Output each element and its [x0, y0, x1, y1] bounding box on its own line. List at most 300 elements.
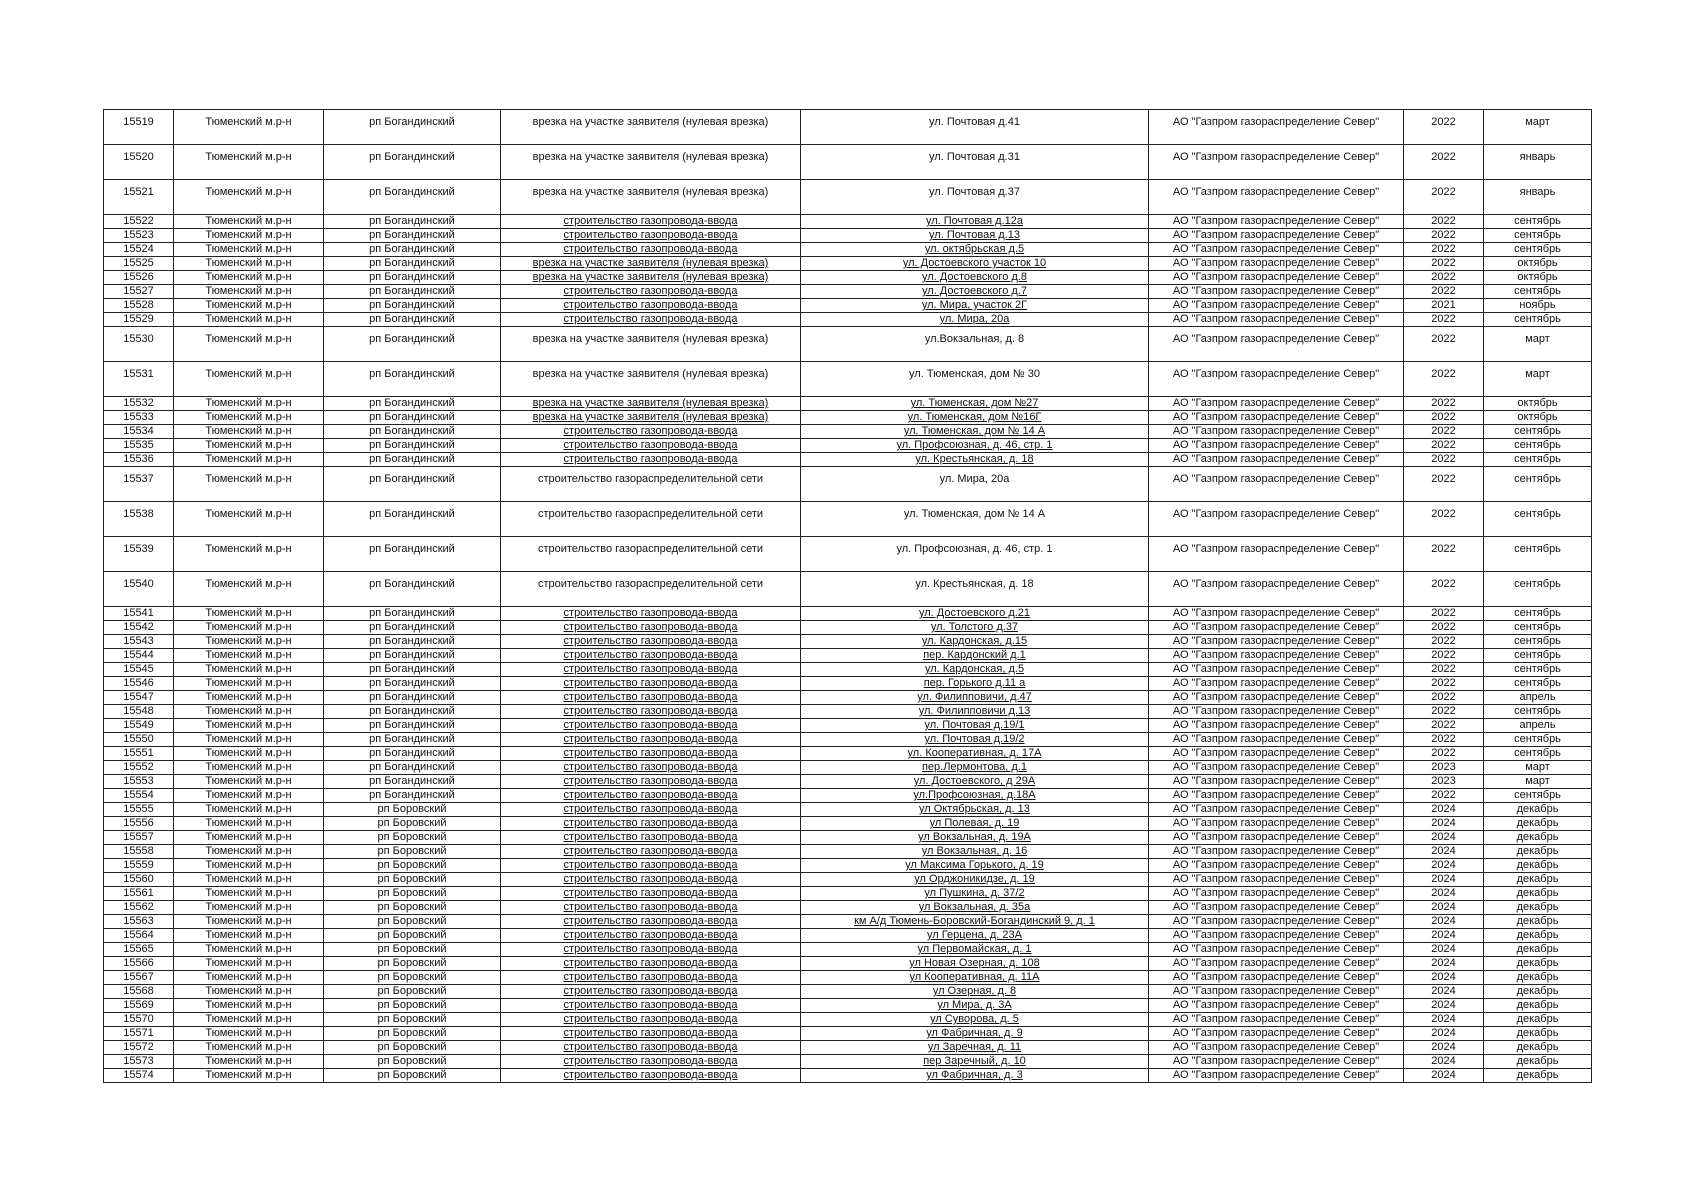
cell-work-type: строительство газопровода-ввода	[501, 873, 801, 887]
cell-organization: АО "Газпром газораспределение Север"	[1149, 411, 1404, 425]
table-row	[104, 691, 1592, 705]
cell-organization: АО "Газпром газораспределение Север"	[1149, 327, 1404, 362]
cell-id: 15522	[104, 215, 174, 229]
table-row	[104, 747, 1592, 761]
cell-work-type: строительство газопровода-ввода	[501, 859, 801, 873]
cell-year: 2023	[1404, 761, 1484, 775]
cell-settlement: рп Богандинский	[324, 243, 501, 257]
table-row	[104, 1041, 1592, 1055]
cell-settlement: рп Боровский	[324, 971, 501, 985]
cell-address: ул. Мира, 20а	[801, 313, 1149, 327]
cell-year: 2022	[1404, 397, 1484, 411]
cell-settlement: рп Богандинский	[324, 733, 501, 747]
cell-id: 15572	[104, 1041, 174, 1055]
cell-year: 2024	[1404, 1013, 1484, 1027]
cell-settlement: рп Боровский	[324, 943, 501, 957]
cell-work-type: врезка на участке заявителя (нулевая врезка)	[501, 257, 801, 271]
cell-id: 15545	[104, 663, 174, 677]
cell-work-type: врезка на участке заявителя (нулевая врезка)	[501, 362, 801, 397]
cell-address: ул. Кардонская, д.15	[801, 635, 1149, 649]
table-row	[104, 859, 1592, 873]
cell-district: Тюменский м.р-н	[174, 215, 324, 229]
cell-work-type: строительство газопровода-ввода	[501, 453, 801, 467]
cell-district: Тюменский м.р-н	[174, 663, 324, 677]
cell-address: ул Пушкина, д. 37/2	[801, 887, 1149, 901]
cell-organization: АО "Газпром газораспределение Север"	[1149, 572, 1404, 607]
cell-month: сентябрь	[1484, 572, 1592, 607]
cell-district: Тюменский м.р-н	[174, 789, 324, 803]
cell-address: ул Новая Озерная, д. 108	[801, 957, 1149, 971]
cell-id: 15554	[104, 789, 174, 803]
cell-id: 15531	[104, 362, 174, 397]
cell-district: Тюменский м.р-н	[174, 502, 324, 537]
cell-year: 2022	[1404, 537, 1484, 572]
cell-month: декабрь	[1484, 817, 1592, 831]
cell-settlement: рп Богандинский	[324, 313, 501, 327]
cell-settlement: рп Богандинский	[324, 110, 501, 145]
cell-district: Тюменский м.р-н	[174, 761, 324, 775]
cell-settlement: рп Богандинский	[324, 411, 501, 425]
cell-month: декабрь	[1484, 1055, 1592, 1069]
cell-settlement: рп Богандинский	[324, 572, 501, 607]
cell-address: ул Максима Горького, д. 19	[801, 859, 1149, 873]
cell-district: Тюменский м.р-н	[174, 747, 324, 761]
cell-organization: АО "Газпром газораспределение Север"	[1149, 719, 1404, 733]
cell-address: ул. Крестьянская, д. 18	[801, 572, 1149, 607]
cell-id: 15547	[104, 691, 174, 705]
cell-month: январь	[1484, 145, 1592, 180]
cell-work-type: строительство газопровода-ввода	[501, 775, 801, 789]
cell-id: 15565	[104, 943, 174, 957]
cell-year: 2022	[1404, 285, 1484, 299]
cell-year: 2024	[1404, 859, 1484, 873]
cell-organization: АО "Газпром газораспределение Север"	[1149, 453, 1404, 467]
cell-work-type: строительство газопровода-ввода	[501, 761, 801, 775]
cell-address: ул. Тюменская, дом №27	[801, 397, 1149, 411]
cell-organization: АО "Газпром газораспределение Север"	[1149, 110, 1404, 145]
cell-month: декабрь	[1484, 831, 1592, 845]
cell-address: ул. Профсоюзная, д. 46, стр. 1	[801, 439, 1149, 453]
cell-organization: АО "Газпром газораспределение Север"	[1149, 285, 1404, 299]
cell-id: 15526	[104, 271, 174, 285]
cell-work-type: врезка на участке заявителя (нулевая врезка)	[501, 397, 801, 411]
cell-settlement: рп Богандинский	[324, 215, 501, 229]
cell-work-type: строительство газопровода-ввода	[501, 313, 801, 327]
cell-district: Тюменский м.р-н	[174, 285, 324, 299]
cell-settlement: рп Богандинский	[324, 649, 501, 663]
cell-organization: АО "Газпром газораспределение Север"	[1149, 887, 1404, 901]
cell-settlement: рп Богандинский	[324, 621, 501, 635]
cell-organization: АО "Газпром газораспределение Север"	[1149, 215, 1404, 229]
cell-work-type: строительство газопровода-ввода	[501, 831, 801, 845]
table-row	[104, 271, 1592, 285]
cell-organization: АО "Газпром газораспределение Север"	[1149, 537, 1404, 572]
cell-address: пер Заречный, д. 10	[801, 1055, 1149, 1069]
table-row	[104, 971, 1592, 985]
cell-settlement: рп Богандинский	[324, 362, 501, 397]
cell-month: сентябрь	[1484, 747, 1592, 761]
cell-address: ул. Тюменская, дом № 14 А	[801, 425, 1149, 439]
cell-district: Тюменский м.р-н	[174, 957, 324, 971]
cell-year: 2024	[1404, 845, 1484, 859]
cell-month: сентябрь	[1484, 789, 1592, 803]
cell-district: Тюменский м.р-н	[174, 229, 324, 243]
cell-address: ул Фабричная, д. 3	[801, 1069, 1149, 1083]
cell-address: ул. Достоевского д.8	[801, 271, 1149, 285]
cell-district: Тюменский м.р-н	[174, 411, 324, 425]
cell-work-type: строительство газопровода-ввода	[501, 1069, 801, 1083]
cell-year: 2022	[1404, 425, 1484, 439]
cell-address: ул. Почтовая д.13	[801, 229, 1149, 243]
cell-organization: АО "Газпром газораспределение Север"	[1149, 831, 1404, 845]
cell-work-type: строительство газопровода-ввода	[501, 677, 801, 691]
cell-settlement: рп Богандинский	[324, 537, 501, 572]
cell-year: 2022	[1404, 243, 1484, 257]
cell-organization: АО "Газпром газораспределение Север"	[1149, 817, 1404, 831]
cell-month: сентябрь	[1484, 439, 1592, 453]
cell-id: 15539	[104, 537, 174, 572]
cell-district: Тюменский м.р-н	[174, 145, 324, 180]
table-row	[104, 901, 1592, 915]
cell-organization: АО "Газпром газораспределение Север"	[1149, 1055, 1404, 1069]
cell-year: 2024	[1404, 957, 1484, 971]
cell-id: 15566	[104, 957, 174, 971]
cell-organization: АО "Газпром газораспределение Север"	[1149, 397, 1404, 411]
cell-id: 15548	[104, 705, 174, 719]
cell-settlement: рп Боровский	[324, 803, 501, 817]
table-row	[104, 915, 1592, 929]
table-row	[104, 831, 1592, 845]
cell-organization: АО "Газпром газораспределение Север"	[1149, 705, 1404, 719]
cell-year: 2022	[1404, 439, 1484, 453]
cell-district: Тюменский м.р-н	[174, 887, 324, 901]
cell-settlement: рп Богандинский	[324, 229, 501, 243]
cell-work-type: строительство газопровода-ввода	[501, 425, 801, 439]
cell-id: 15520	[104, 145, 174, 180]
table-row	[104, 663, 1592, 677]
cell-year: 2022	[1404, 229, 1484, 243]
cell-id: 15521	[104, 180, 174, 215]
cell-district: Тюменский м.р-н	[174, 572, 324, 607]
cell-id: 15556	[104, 817, 174, 831]
cell-month: сентябрь	[1484, 705, 1592, 719]
cell-organization: АО "Газпром газораспределение Север"	[1149, 971, 1404, 985]
cell-settlement: рп Боровский	[324, 915, 501, 929]
cell-address: ул. Филипповичи д.13	[801, 705, 1149, 719]
cell-settlement: рп Боровский	[324, 845, 501, 859]
cell-month: декабрь	[1484, 873, 1592, 887]
cell-address: пер. Кардонский д.1	[801, 649, 1149, 663]
cell-organization: АО "Газпром газораспределение Север"	[1149, 145, 1404, 180]
cell-organization: АО "Газпром газораспределение Север"	[1149, 873, 1404, 887]
cell-organization: АО "Газпром газораспределение Север"	[1149, 663, 1404, 677]
table-row	[104, 705, 1592, 719]
cell-month: октябрь	[1484, 411, 1592, 425]
gas-connections-table	[103, 109, 1592, 1083]
cell-district: Тюменский м.р-н	[174, 817, 324, 831]
cell-work-type: строительство газопровода-ввода	[501, 719, 801, 733]
cell-address: ул Герцена, д. 23А	[801, 929, 1149, 943]
cell-year: 2024	[1404, 1069, 1484, 1083]
cell-year: 2024	[1404, 915, 1484, 929]
cell-district: Тюменский м.р-н	[174, 999, 324, 1013]
cell-settlement: рп Богандинский	[324, 327, 501, 362]
cell-id: 15549	[104, 719, 174, 733]
table-row	[104, 397, 1592, 411]
cell-work-type: врезка на участке заявителя (нулевая врезка)	[501, 145, 801, 180]
cell-settlement: рп Богандинский	[324, 635, 501, 649]
cell-district: Тюменский м.р-н	[174, 1027, 324, 1041]
cell-month: сентябрь	[1484, 649, 1592, 663]
cell-settlement: рп Боровский	[324, 1027, 501, 1041]
cell-month: март	[1484, 775, 1592, 789]
table-row	[104, 985, 1592, 999]
cell-address: ул. Достоевского д.21	[801, 607, 1149, 621]
cell-address: ул. Почтовая д.31	[801, 145, 1149, 180]
cell-organization: АО "Газпром газораспределение Север"	[1149, 677, 1404, 691]
cell-work-type: строительство газопровода-ввода	[501, 733, 801, 747]
cell-id: 15552	[104, 761, 174, 775]
cell-settlement: рп Богандинский	[324, 453, 501, 467]
cell-year: 2022	[1404, 621, 1484, 635]
cell-month: декабрь	[1484, 915, 1592, 929]
cell-organization: АО "Газпром газораспределение Север"	[1149, 635, 1404, 649]
cell-address: ул. Тюменская, дом №16Г	[801, 411, 1149, 425]
cell-month: декабрь	[1484, 985, 1592, 999]
cell-organization: АО "Газпром газораспределение Север"	[1149, 957, 1404, 971]
cell-settlement: рп Боровский	[324, 817, 501, 831]
cell-work-type: строительство газораспределительной сети	[501, 502, 801, 537]
cell-work-type: строительство газопровода-ввода	[501, 607, 801, 621]
cell-district: Тюменский м.р-н	[174, 453, 324, 467]
cell-year: 2022	[1404, 110, 1484, 145]
cell-address: ул Мира, д. 3А	[801, 999, 1149, 1013]
cell-work-type: строительство газопровода-ввода	[501, 803, 801, 817]
table-row	[104, 110, 1592, 145]
cell-district: Тюменский м.р-н	[174, 362, 324, 397]
table-row	[104, 145, 1592, 180]
cell-id: 15558	[104, 845, 174, 859]
cell-year: 2022	[1404, 677, 1484, 691]
cell-id: 15524	[104, 243, 174, 257]
cell-work-type: строительство газопровода-ввода	[501, 215, 801, 229]
table-row	[104, 621, 1592, 635]
table-row	[104, 537, 1592, 572]
cell-year: 2022	[1404, 453, 1484, 467]
cell-work-type: строительство газопровода-ввода	[501, 439, 801, 453]
cell-work-type: строительство газопровода-ввода	[501, 929, 801, 943]
cell-district: Тюменский м.р-н	[174, 873, 324, 887]
cell-month: сентябрь	[1484, 502, 1592, 537]
cell-settlement: рп Богандинский	[324, 145, 501, 180]
table-row	[104, 607, 1592, 621]
cell-organization: АО "Газпром газораспределение Север"	[1149, 929, 1404, 943]
cell-district: Тюменский м.р-н	[174, 677, 324, 691]
cell-address: ул. Толстого д.37	[801, 621, 1149, 635]
cell-month: сентябрь	[1484, 285, 1592, 299]
table-body	[104, 110, 1592, 1083]
cell-year: 2022	[1404, 362, 1484, 397]
cell-district: Тюменский м.р-н	[174, 733, 324, 747]
cell-work-type: строительство газопровода-ввода	[501, 789, 801, 803]
cell-address: ул Вокзальная, д. 16	[801, 845, 1149, 859]
cell-year: 2024	[1404, 929, 1484, 943]
cell-address: пер.Лермонтова, д.1	[801, 761, 1149, 775]
cell-address: ул. Достоевского участок 10	[801, 257, 1149, 271]
cell-year: 2023	[1404, 775, 1484, 789]
cell-work-type: врезка на участке заявителя (нулевая врезка)	[501, 271, 801, 285]
cell-district: Тюменский м.р-н	[174, 299, 324, 313]
cell-organization: АО "Газпром газораспределение Север"	[1149, 313, 1404, 327]
cell-organization: АО "Газпром газораспределение Север"	[1149, 243, 1404, 257]
cell-id: 15530	[104, 327, 174, 362]
cell-id: 15529	[104, 313, 174, 327]
cell-id: 15553	[104, 775, 174, 789]
cell-id: 15546	[104, 677, 174, 691]
cell-work-type: врезка на участке заявителя (нулевая врезка)	[501, 110, 801, 145]
cell-organization: АО "Газпром газораспределение Север"	[1149, 761, 1404, 775]
cell-id: 15563	[104, 915, 174, 929]
cell-year: 2024	[1404, 887, 1484, 901]
cell-organization: АО "Газпром газораспределение Север"	[1149, 621, 1404, 635]
cell-id: 15536	[104, 453, 174, 467]
cell-month: март	[1484, 362, 1592, 397]
cell-year: 2024	[1404, 901, 1484, 915]
cell-year: 2024	[1404, 985, 1484, 999]
cell-id: 15571	[104, 1027, 174, 1041]
cell-id: 15543	[104, 635, 174, 649]
cell-id: 15532	[104, 397, 174, 411]
table-row	[104, 453, 1592, 467]
cell-id: 15533	[104, 411, 174, 425]
cell-address: ул. Почтовая д.19/1	[801, 719, 1149, 733]
cell-month: апрель	[1484, 691, 1592, 705]
cell-organization: АО "Газпром газораспределение Север"	[1149, 999, 1404, 1013]
cell-work-type: строительство газопровода-ввода	[501, 229, 801, 243]
cell-year: 2022	[1404, 215, 1484, 229]
table-row	[104, 887, 1592, 901]
cell-organization: АО "Газпром газораспределение Север"	[1149, 502, 1404, 537]
table-row	[104, 733, 1592, 747]
cell-work-type: строительство газопровода-ввода	[501, 901, 801, 915]
cell-address: ул. Мира, участок 2Г	[801, 299, 1149, 313]
cell-organization: АО "Газпром газораспределение Север"	[1149, 985, 1404, 999]
cell-work-type: строительство газопровода-ввода	[501, 705, 801, 719]
cell-settlement: рп Боровский	[324, 985, 501, 999]
cell-settlement: рп Боровский	[324, 929, 501, 943]
cell-year: 2022	[1404, 327, 1484, 362]
cell-address: ул Вокзальная, д. 19А	[801, 831, 1149, 845]
cell-settlement: рп Богандинский	[324, 467, 501, 502]
cell-month: декабрь	[1484, 1013, 1592, 1027]
cell-settlement: рп Богандинский	[324, 271, 501, 285]
cell-year: 2022	[1404, 789, 1484, 803]
cell-settlement: рп Боровский	[324, 1041, 501, 1055]
cell-district: Тюменский м.р-н	[174, 775, 324, 789]
cell-address: ул. Достоевского, д 29А	[801, 775, 1149, 789]
table-row	[104, 467, 1592, 502]
cell-organization: АО "Газпром газораспределение Север"	[1149, 425, 1404, 439]
cell-district: Тюменский м.р-н	[174, 859, 324, 873]
table-row	[104, 775, 1592, 789]
cell-district: Тюменский м.р-н	[174, 915, 324, 929]
cell-district: Тюменский м.р-н	[174, 1013, 324, 1027]
cell-settlement: рп Богандинский	[324, 789, 501, 803]
cell-district: Тюменский м.р-н	[174, 621, 324, 635]
cell-id: 15542	[104, 621, 174, 635]
cell-district: Тюменский м.р-н	[174, 537, 324, 572]
cell-settlement: рп Боровский	[324, 859, 501, 873]
cell-id: 15574	[104, 1069, 174, 1083]
cell-settlement: рп Богандинский	[324, 761, 501, 775]
cell-address: ул Первомайская, д. 1	[801, 943, 1149, 957]
cell-work-type: врезка на участке заявителя (нулевая врезка)	[501, 327, 801, 362]
cell-month: сентябрь	[1484, 621, 1592, 635]
cell-id: 15544	[104, 649, 174, 663]
cell-month: декабрь	[1484, 803, 1592, 817]
cell-year: 2024	[1404, 999, 1484, 1013]
cell-month: январь	[1484, 180, 1592, 215]
cell-address: км А/д Тюмень-Боровский-Богандинский 9, д. 1	[801, 915, 1149, 929]
cell-settlement: рп Богандинский	[324, 180, 501, 215]
cell-year: 2022	[1404, 467, 1484, 502]
table-row	[104, 789, 1592, 803]
cell-month: декабрь	[1484, 1069, 1592, 1083]
table-row	[104, 1013, 1592, 1027]
cell-year: 2022	[1404, 607, 1484, 621]
cell-month: декабрь	[1484, 887, 1592, 901]
cell-month: декабрь	[1484, 971, 1592, 985]
cell-year: 2022	[1404, 271, 1484, 285]
cell-month: ноябрь	[1484, 299, 1592, 313]
cell-address: ул Озерная, д. 8	[801, 985, 1149, 999]
cell-id: 15528	[104, 299, 174, 313]
cell-address: ул. Филипповичи, д.47	[801, 691, 1149, 705]
cell-year: 2024	[1404, 831, 1484, 845]
cell-organization: АО "Газпром газораспределение Север"	[1149, 229, 1404, 243]
cell-address: ул. Мира, 20а	[801, 467, 1149, 502]
cell-organization: АО "Газпром газораспределение Север"	[1149, 747, 1404, 761]
cell-district: Тюменский м.р-н	[174, 845, 324, 859]
cell-district: Тюменский м.р-н	[174, 110, 324, 145]
cell-month: декабрь	[1484, 957, 1592, 971]
cell-settlement: рп Боровский	[324, 831, 501, 845]
cell-address: пер. Горького д.11 а	[801, 677, 1149, 691]
cell-year: 2022	[1404, 705, 1484, 719]
cell-month: сентябрь	[1484, 453, 1592, 467]
cell-address: ул. Кооперативная, д. 17А	[801, 747, 1149, 761]
cell-settlement: рп Богандинский	[324, 607, 501, 621]
cell-district: Тюменский м.р-н	[174, 719, 324, 733]
cell-year: 2022	[1404, 572, 1484, 607]
cell-settlement: рп Богандинский	[324, 502, 501, 537]
cell-id: 15562	[104, 901, 174, 915]
cell-year: 2024	[1404, 971, 1484, 985]
table-row	[104, 215, 1592, 229]
cell-organization: АО "Газпром газораспределение Север"	[1149, 859, 1404, 873]
cell-year: 2022	[1404, 649, 1484, 663]
cell-id: 15570	[104, 1013, 174, 1027]
table-row	[104, 677, 1592, 691]
cell-district: Тюменский м.р-н	[174, 971, 324, 985]
cell-address: ул. Профсоюзная, д. 46, стр. 1	[801, 537, 1149, 572]
cell-organization: АО "Газпром газораспределение Север"	[1149, 943, 1404, 957]
cell-district: Тюменский м.р-н	[174, 831, 324, 845]
cell-year: 2024	[1404, 1041, 1484, 1055]
cell-district: Тюменский м.р-н	[174, 1041, 324, 1055]
cell-district: Тюменский м.р-н	[174, 607, 324, 621]
cell-work-type: строительство газопровода-ввода	[501, 285, 801, 299]
